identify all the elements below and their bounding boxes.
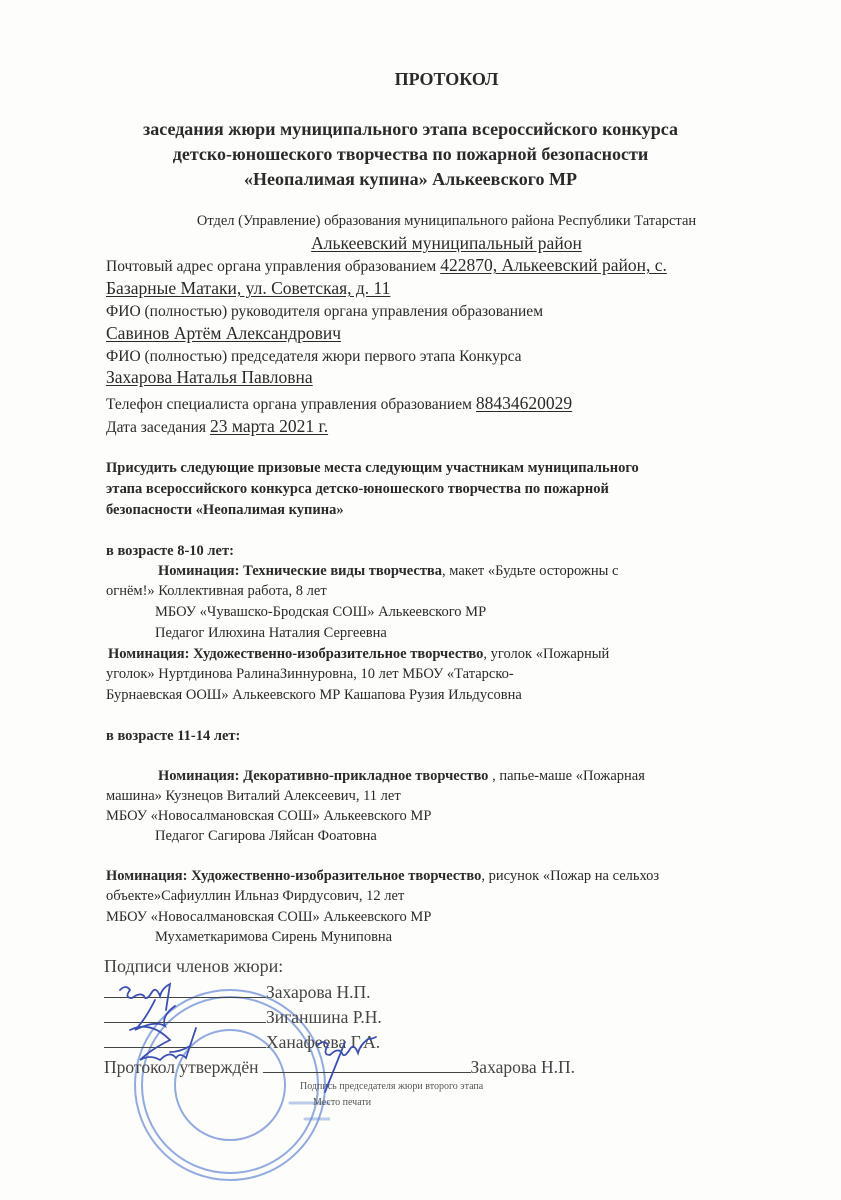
entry-teacher: Педагог Сагирова Ляйсан Фоатовна	[155, 828, 377, 844]
entry-teacher: Педагог Илюхина Наталия Сергеевна	[155, 625, 387, 641]
phone-value: 88434620029	[475, 393, 573, 413]
chair-signature-caption: Подпись председателя жюри второго этапа	[300, 1081, 484, 1092]
member-name: Ханафеева Г.А.	[266, 1032, 381, 1052]
address-label: Почтовый адрес органа управления образованием	[106, 258, 437, 275]
member-name: Зиганшина Р.Н.	[266, 1007, 382, 1027]
nomination-line	[106, 869, 659, 884]
approved-label: Протокол утверждён	[104, 1057, 259, 1077]
entry-line: объекте»Сафиуллин Ильназ Фирдусович, 12 лет	[106, 888, 405, 904]
entry-line: машина» Кузнецов Виталий Алексеевич, 11 лет	[106, 788, 401, 804]
age-group-heading: в возрасте 11-14 лет:	[106, 728, 241, 744]
department-line: Отдел (Управление) образования муниципального района Республики Татарстан	[196, 213, 697, 229]
nomination-label: Номинация: Технические виды творчества	[158, 563, 443, 579]
nomination-line	[158, 564, 618, 579]
nomination-detail: , макет «Будьте осторожны с	[442, 563, 619, 579]
award-intro-line: этапа всероссийского конкурса детско-юношеского творчества по пожарной	[106, 481, 609, 497]
award-intro-line: безопасности «Неопалимая купина»	[106, 502, 344, 518]
entry-school: МБОУ «Чувашско-Бродская СОШ» Алькеевского МР	[155, 604, 487, 620]
entry-line: огнём!» Коллективная работа, 8 лет	[106, 583, 327, 599]
document-subtitle-line: детско-юношеского творчества по пожарной безопасности	[172, 144, 649, 164]
date-line	[106, 418, 328, 436]
nomination-label: Номинация: Декоративно-прикладное творчество	[158, 768, 489, 784]
date-label: Дата заседания	[106, 419, 207, 436]
phone-label: Телефон специалиста органа управления образованием	[106, 396, 472, 413]
nomination-detail: , папье-маше «Пожарная	[488, 768, 645, 784]
nomination-line	[158, 769, 645, 784]
nomination-detail: , рисунок «Пожар на сельхоз	[481, 868, 660, 884]
address-line	[106, 257, 667, 275]
member-name: Захарова Н.П.	[266, 982, 371, 1002]
phone-line	[106, 395, 572, 413]
address-value: 422870, Алькеевский район, с.	[440, 255, 667, 275]
date-value: 23 марта 2021 г.	[210, 416, 329, 436]
entry-teacher: Мухаметкаримова Сирень Муниповна	[155, 929, 393, 945]
chair-value: Захарова Наталья Павловна	[106, 367, 313, 387]
nomination-line	[108, 647, 609, 662]
district-value: Алькеевский муниципальный район	[311, 233, 582, 253]
entry-school: МБОУ «Новосалмановская СОШ» Алькеевского МР	[106, 909, 432, 925]
entry-school: МБОУ «Новосалмановская СОШ» Алькеевского МР	[106, 808, 432, 824]
approved-name: Захарова Н.П.	[470, 1057, 576, 1077]
head-label: ФИО (полностью) руководителя органа управления образованием	[106, 303, 543, 320]
age-group-heading: в возрасте 8-10 лет:	[106, 543, 234, 559]
entry-line: уголок» Нуртдинова РалинаЗиннуровна, 10 лет МБОУ «Татарско-	[106, 666, 514, 682]
seal-caption: Место печати	[313, 1097, 372, 1108]
chair-label: ФИО (полностью) председателя жюри первого этапа Конкурса	[106, 348, 522, 365]
nomination-label: Номинация: Художественно-изобразительное творчество	[108, 646, 484, 662]
award-intro-line: Присудить следующие призовые места следующим участникам муниципального	[106, 460, 639, 476]
head-value: Савинов Артём Александрович	[106, 323, 341, 343]
entry-line: Бурнаевская ООШ» Алькеевского МР Кашапова Рузия Ильдусовна	[106, 687, 522, 703]
nomination-detail: , уголок «Пожарный	[483, 646, 610, 662]
nomination-label: Номинация: Художественно-изобразительное творчество	[106, 868, 482, 884]
document-title: ПРОТОКОЛ	[394, 69, 499, 89]
document-subtitle-line: заседания жюри муниципального этапа всероссийского конкурса	[143, 119, 678, 139]
signatures-heading: Подписи членов жюри:	[104, 956, 284, 976]
signature-scribbles	[100, 970, 420, 1100]
address-value-continued: Базарные Матаки, ул. Советская, д. 11	[106, 278, 391, 298]
document-subtitle-line: «Неопалимая купина» Алькеевского МР	[244, 169, 577, 189]
